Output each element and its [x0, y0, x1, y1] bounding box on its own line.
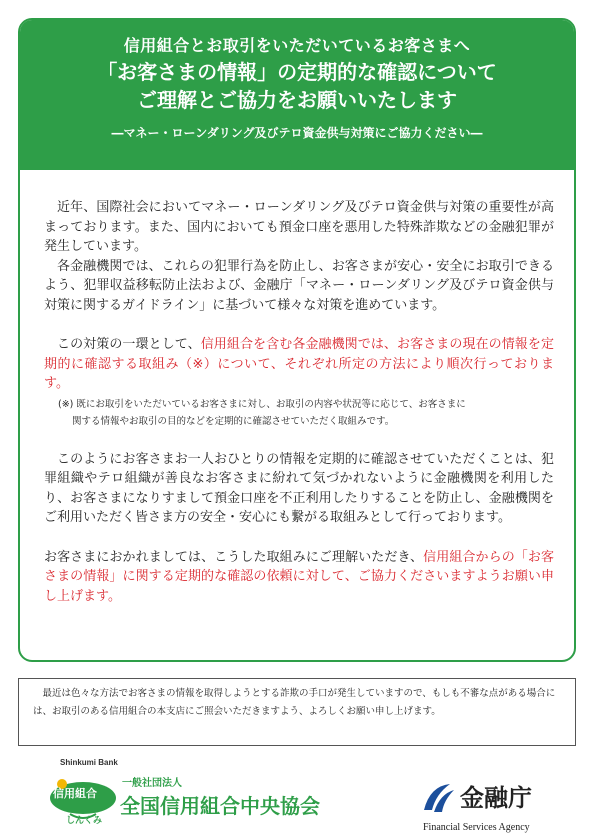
paragraph-3 — [44, 335, 554, 394]
header-banner — [20, 20, 574, 170]
footnote-line-2: 関する情報やお取引の目的などを定期的に確認させていただく取組みです。 — [72, 415, 395, 427]
shinkumi-en-label: Shinkumi Bank — [60, 758, 118, 767]
paragraph-3-lead: この対策の一環として、 — [57, 337, 201, 352]
paragraph-5 — [44, 548, 554, 607]
fraud-notice-text: 最近は色々な方法でお客さまの情報を取得しようとする詐欺の手口が発生していますので、もしも不審な点がある場合には、お取引のある信用組合の本支店にご照会いただきますよう、よろしくお願い申し上げます。 — [33, 688, 556, 717]
footer — [0, 758, 595, 838]
fsa-name: 金融庁 — [460, 784, 532, 812]
shinkumi-kana-label: しんくみ — [66, 816, 103, 826]
body-text — [20, 170, 574, 606]
association-prefix: 一般社団法人 — [122, 778, 182, 789]
shinkumi-jp-label: 信用組合 — [53, 787, 97, 800]
banner-line-3: ご理解とご協力をお願いいたします — [137, 88, 457, 112]
paragraph-5-lead: お客さまにおかれましては、こうした取組みにご理解いただき、 — [44, 549, 424, 565]
footnote — [58, 396, 554, 430]
banner-subtitle: ―マネー・ローンダリング及びテロ資金供与対策にご協力ください― — [111, 126, 483, 140]
fsa-en-name: Financial Services Agency — [423, 822, 530, 833]
banner-line-1: 信用組合とお取引をいただいているお客さまへ — [123, 36, 471, 55]
footnote-line-1: (※) 既にお取引をいただいているお客さまに対し、お取引の内容や状況等に応じて、お客さまに — [58, 398, 466, 410]
main-frame — [18, 18, 576, 662]
paragraph-4: このようにお客さまお一人おひとりの情報を定期的に確認させていただくことは、犯罪組織やテロ組織が善良なお客さまに紛れて気づかれないように金融機関を利用したり、お客さまになりすまして預金口座を不正利用したりすることを防止し、金融機関をご利用いただく皆さま方の安全・安心にも繋がる取組みとして行っております。 — [44, 451, 554, 525]
paragraph-5-emphasis: 信用組合からの「お客さまの情報」に関する定期的な確認の依頼に対して、ご協力くださいますようお願い申し上げます。 — [44, 549, 554, 604]
fsa-logo-icon — [420, 780, 456, 816]
paragraph-1: 近年、国際社会においてマネー・ローンダリング及びテロ資金供与対策の重要性が高まっております。また、国内においても預金口座を悪用した特殊詐欺などの金融犯罪が発生しています。 — [44, 200, 554, 254]
association-name: 全国信用組合中央協会 — [120, 794, 320, 818]
paragraph-2: 各金融機関では、これらの犯罪行為を防止し、お客さまが安心・安全にお取引できるよう、犯罪収益移転防止法および、金融庁「マネー・ローンダリング及びテロ資金供与対策に関するガイドライン」に基づいて様々な対策を進めています。 — [44, 258, 554, 313]
banner-line-2: 「お客さまの情報」の定期的な確認について — [97, 60, 497, 84]
paragraph-3-emphasis: 信用組合を含む各金融機関では、お客さまの現在の情報を定期的に確認する取組み（※）について、それぞれ所定の方法により順次行っております。 — [44, 337, 554, 391]
fraud-notice-box — [18, 678, 576, 746]
